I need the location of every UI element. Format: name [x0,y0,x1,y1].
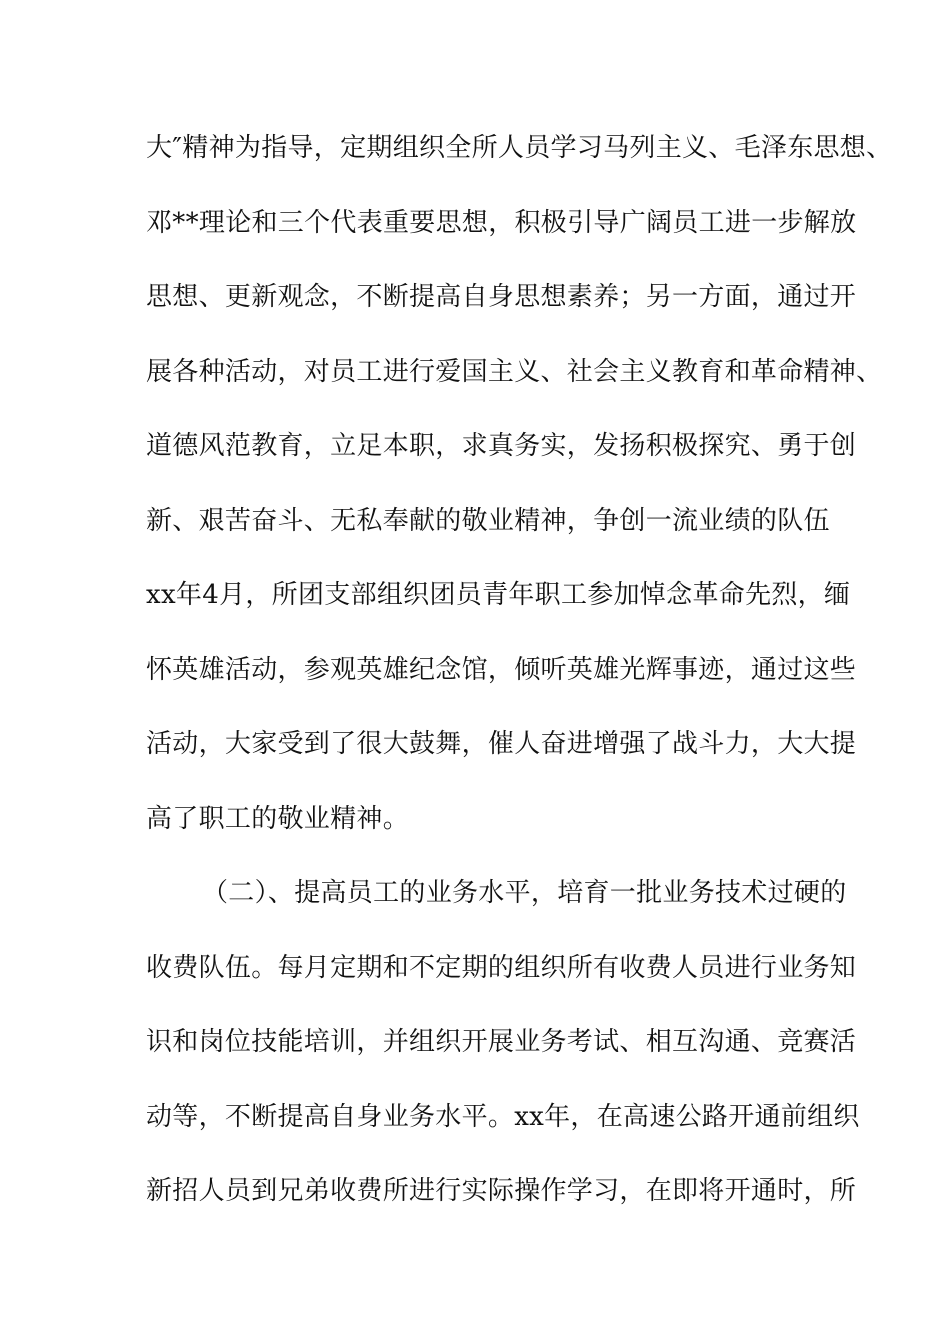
text-line: 新招人员到兄弟收费所进行实际操作学习，在即将开通时，所 [146,1176,857,1206]
text-line: 怀英雄活动，参观英雄纪念馆，倾听英雄光辉事迹，通过这些 [146,654,857,685]
text-line: 展各种活动，对员工进行爱国主义、社会主义教育和革命精神、 [146,356,883,387]
text-line: 邓**理论和三个代表重要思想，积极引导广阔员工进一步解放 [146,207,857,238]
text-line: xx年4月，所团支部组织团员青年职工参加悼念革命先烈，缅 [146,580,851,610]
text-line: 高了职工的敬业精神。 [146,803,410,834]
text-line: 活动，大家受到了很大鼓舞，催人奋进增强了战斗力，大大提 [146,729,857,759]
text-line: 识和岗位技能培训，并组织开展业务考试、相互沟通、竞赛活 [146,1027,857,1057]
text-line: 思想、更新观念，不断提高自身思想素养；另一方面，通过开 [146,282,857,312]
text-line: 道德风范教育，立足本职，求真务实，发扬积极探究、勇于创 [146,431,857,461]
section-heading-line: （二）、提高员工的业务水平，培育一批业务技术过硬的 [202,878,847,908]
text-line: 动等，不断提高自身业务水平。xx年，在高速公路开通前组织 [146,1101,860,1132]
text-line: 新、艰苦奋斗、无私奉献的敬业精神，争创一流业绩的队伍 [146,505,830,536]
text-line: 大″精神为指导，定期组织全所人员学习马列主义、毛泽东思想、 [146,133,893,163]
body-text [146,128,893,1246]
text-line: 收费队伍。每月定期和不定期的组织所有收费人员进行业务知 [146,952,857,983]
